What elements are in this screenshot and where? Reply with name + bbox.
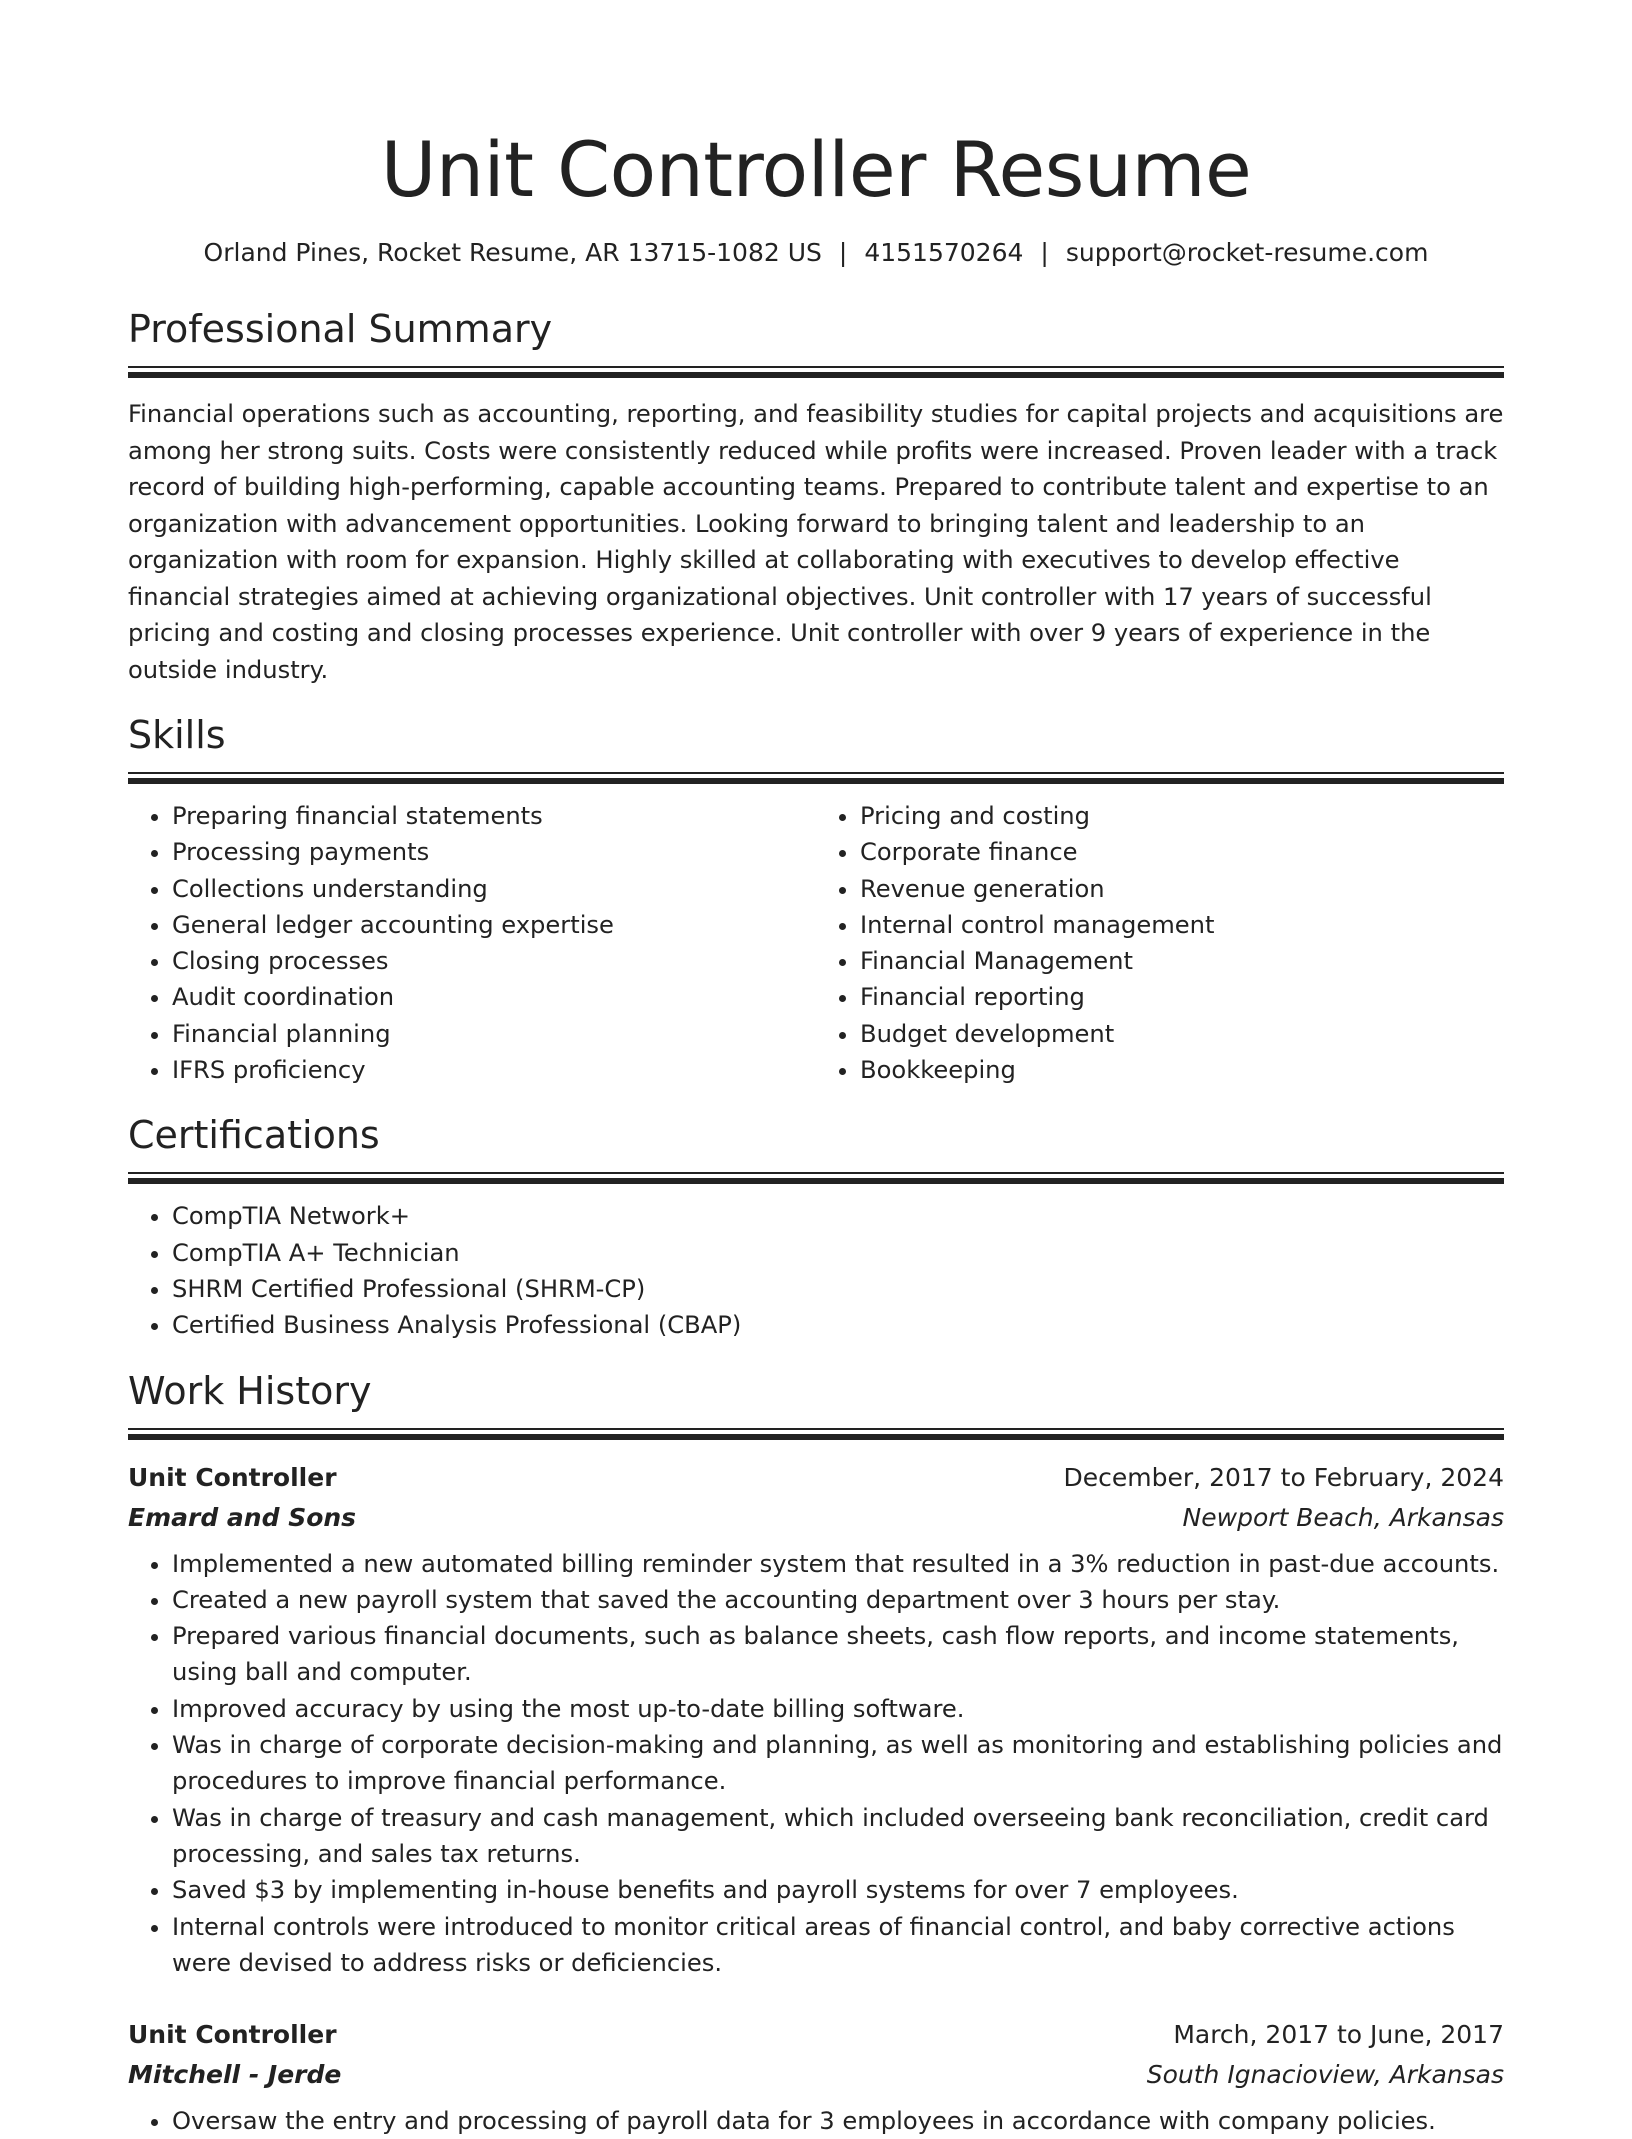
certifications-heading: Certifications [128,1113,380,1158]
contact-line [128,236,1504,270]
skill-item: • Internal control management [860,907,1504,943]
skill-item: • Financial reporting [860,979,1504,1015]
skill-item: • Revenue generation [860,871,1504,907]
job-company-row [128,1498,1504,1538]
skills-list-right [816,798,1504,1088]
skill-item: • General ledger accounting expertise [172,907,816,943]
certification-item: • CompTIA Network+ [172,1198,1504,1234]
skills-grid [128,798,1504,1088]
job-bullet: • Implemented a new automated billing reminder system that resulted in a 3% reduction in past-due accounts. [172,1546,1504,1582]
section-divider [128,366,1504,378]
job-dates: December, 2017 to February, 2024 [1063,1462,1504,1492]
job-location: South Ignacioview, Arkansas [1146,2060,1504,2090]
skill-item: • Processing payments [172,834,816,870]
skills-list-left [128,798,816,1088]
job-location: Newport Beach, Arkansas [1182,1502,1504,1532]
section-divider [128,1172,1504,1184]
job-company: Mitchell - Jerde [128,2060,342,2090]
job-bullet: • Prepared various financial documents, such as balance sheets, cash flow reports, and income statements, using ball and computer. [172,1618,1504,1691]
job-bullet: • Created a new payroll system that saved the accounting department over 3 hours per stay. [172,1582,1504,1618]
job-title: Unit Controller [128,2020,337,2050]
job-bullet: • Was in charge of treasury and cash management, which included overseeing bank reconciliation, credit card processing, and sales tax returns. [172,1800,1504,1873]
page-title: Unit Controller Resume [380,125,1252,214]
job-dates: March, 2017 to June, 2017 [1173,2020,1504,2050]
job-entry [128,2015,1504,2139]
section-divider [128,1428,1504,1440]
job-bullet: • Internal controls were introduced to monitor critical areas of financial control, and baby corrective actions were devised to address risks or deficiencies. [172,1909,1504,1982]
job-bullets [128,2103,1504,2139]
job-header-row [128,2015,1504,2055]
job-bullet: • Saved $3 by implementing in-house benefits and payroll systems for over 7 employees. [172,1872,1504,1908]
skills-heading: Skills [128,713,226,757]
certification-item: • CompTIA A+ Technician [172,1235,1504,1271]
contact-separator: | [838,238,848,267]
contact-email: support@rocket-resume.com [1065,238,1429,267]
certification-item: • SHRM Certified Professional (SHRM-CP) [172,1271,1504,1307]
skill-item: • Budget development [860,1016,1504,1052]
work-history-section [128,1366,1504,2139]
certifications-list [128,1198,1504,1343]
summary-section [128,304,1504,688]
skills-section [128,710,1504,1088]
skill-item: • Collections understanding [172,871,816,907]
job-header-row [128,1458,1504,1498]
job-bullet: • Improved accuracy by using the most up-to-date billing software. [172,1691,1504,1727]
job-company: Emard and Sons [128,1502,357,1532]
skill-item: • Pricing and costing [860,798,1504,834]
skill-item: • Financial Management [860,943,1504,979]
contact-phone: 4151570264 [864,238,1024,267]
contact-address: Orland Pines, Rocket Resume, AR 13715-1082 US [203,238,822,267]
job-title: Unit Controller [128,1462,337,1492]
job-bullet: • Was in charge of corporate decision-making and planning, as well as monitoring and establishing policies and procedures to improve financial performance. [172,1727,1504,1800]
work-history-heading: Work History [128,1368,372,1413]
skill-item: • Audit coordination [172,979,816,1015]
summary-heading: Professional Summary [128,307,553,351]
section-divider [128,772,1504,784]
certification-item: • Certified Business Analysis Professional (CBAP) [172,1307,1504,1343]
skill-item: • Corporate finance [860,834,1504,870]
skill-item: • IFRS proficiency [172,1052,816,1088]
skill-item: • Preparing financial statements [172,798,816,834]
resume-page [128,0,1504,2139]
skill-item: • Closing processes [172,943,816,979]
job-entry [128,1458,1504,1982]
job-bullet: • Oversaw the entry and processing of payroll data for 3 employees in accordance with company policies. [172,2103,1504,2139]
skill-item: • Bookkeeping [860,1052,1504,1088]
contact-separator: | [1040,238,1049,267]
summary-text: Financial operations such as accounting, reporting, and feasibility studies for capital projects and acquisitions are among her strong suits. Costs were consistently reduced while profits were increased. Proven leader with a track record of building high-performing, capable accounting teams. Prepared to contribute talent and expertise to an organization with advancement opportunities. Looking forward to bringing talent and leadership to an organization with room for expansion. Highly skilled at collaborating with executives to develop effective financial strategies aimed at achieving organizational objectives. Unit controller with 17 years of successful pricing and costing and closing processes experience. Unit controller with over 9 years of experience in the outside industry. [128,400,1504,684]
job-company-row [128,2055,1504,2095]
certifications-section [128,1110,1504,1343]
skill-item: • Financial planning [172,1016,816,1052]
job-bullets [128,1546,1504,1982]
